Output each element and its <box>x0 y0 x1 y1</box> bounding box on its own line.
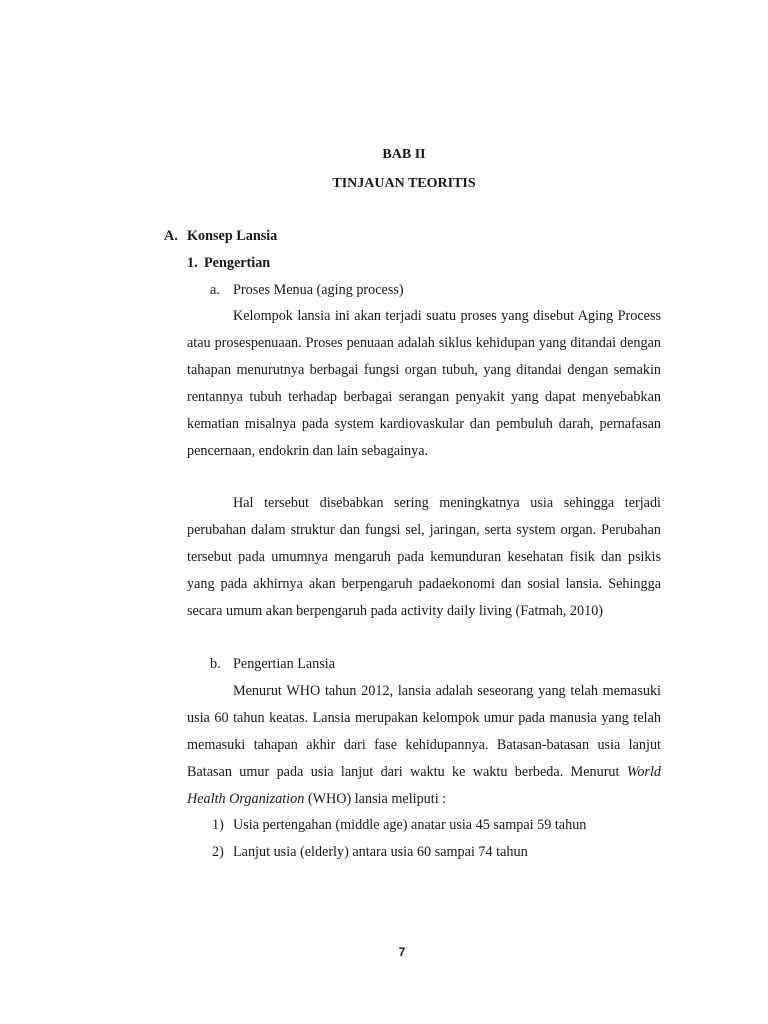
section-a-marker: A. <box>164 228 178 244</box>
page-number: 7 <box>398 945 406 959</box>
item-a-title: Proses Menua (aging process) <box>233 282 404 298</box>
chapter-number: BAB II <box>382 147 426 162</box>
item-b-marker: b. <box>210 656 221 672</box>
section-a-title: Konsep Lansia <box>187 228 278 244</box>
item-b-paragraph-1-end: (WHO) lansia meliputi : <box>304 790 447 807</box>
item-a-paragraph-1: Kelompok lansia ini akan terjadi suatu proses yang disebut Aging Process atau prosespenuaan. Proses penuaan adalah siklus kehidupan yang ditandai dengan tahapan menurutnya berbagai fungsi organ tubuh, yang ditandai dengan semakin rentannya tubuh terhadap berbagai serangan penyakit yang dapat menyebabkan kematian misalnya pada system kardiovaskular dan pembuluh darah, pernafasan pencernaan, endokrin dan lain sebagainya. <box>187 308 661 459</box>
item-b-paragraph-1 <box>187 678 661 813</box>
subsection-1-title: Pengertian <box>204 255 271 271</box>
chapter-title: TINJAUAN TEORITIS <box>332 176 476 191</box>
list-item-2-text: Lanjut usia (elderly) antara usia 60 sampai 74 tahun <box>233 844 528 860</box>
list-item-1-marker: 1) <box>212 817 224 833</box>
list-item-2-marker: 2) <box>212 844 224 860</box>
item-b-title: Pengertian Lansia <box>233 656 336 672</box>
subsection-1-marker: 1. <box>187 255 198 271</box>
item-a-marker: a. <box>210 282 220 298</box>
item-b-paragraph-1-start: Menurut WHO tahun 2012, lansia adalah seseorang yang telah memasuki usia 60 tahun keatas. Lansia merupakan kelompok umur pada manusia yang telah memasuki tahapan akhir dari fase kehidupannya. Batasan-batasan usia lanjut Batasan umur pada usia lanjut dari waktu ke waktu berbeda. Menurut <box>187 683 661 780</box>
who-italic-term: World Health Organization <box>187 763 661 807</box>
list-item-1-text: Usia pertengahan (middle age) anatar usia 45 sampai 59 tahun <box>233 817 587 833</box>
item-a-paragraph-2: Hal tersebut disebabkan sering meningkatnya usia sehingga terjadi perubahan dalam struktur dan fungsi sel, jaringan, serta system organ. Perubahan tersebut pada umumnya mengaruh pada kemunduran kesehatan fisik dan psikis yang pada akhirnya akan berpengaruh padaekonomi dan sosial lansia. Sehingga secara umum akan berpengaruh pada activity daily living (Fatmah, 2010) <box>187 495 661 619</box>
